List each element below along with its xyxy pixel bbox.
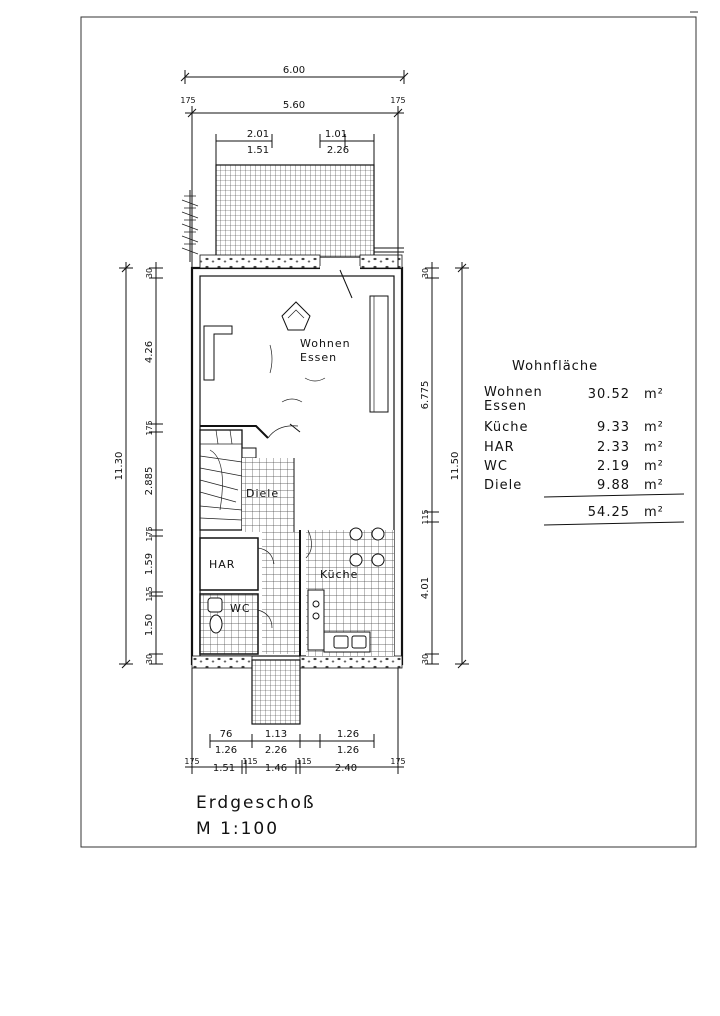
dim-right-wall-top: 30: [421, 267, 430, 279]
dim-right-wall-mid: 115: [421, 509, 430, 525]
area-row-value: 9.33: [597, 420, 630, 435]
dim-left-har: 1.59: [144, 552, 155, 576]
dim-terrace-b-bottom: 2.26: [326, 145, 350, 156]
dim-right-overall: 11.50: [450, 451, 461, 481]
dim-top-wall-left: 175: [180, 96, 196, 105]
dim-terrace-a-bottom: 1.51: [246, 145, 270, 156]
sofa: [204, 326, 232, 380]
area-row-unit: m²: [644, 420, 664, 435]
dim-bottom-r1-c: 1.26: [336, 729, 360, 740]
area-row-name: Wohnen: [484, 385, 543, 400]
dim-bottom-wall-left: 175: [184, 757, 200, 766]
area-table: [484, 359, 684, 525]
area-row-name: Diele: [484, 478, 523, 493]
dim-bottom-r3-b: 1.46: [264, 763, 288, 774]
room-label-wohnen: Wohnen: [300, 337, 351, 350]
dim-bottom-r3-w2: 115: [296, 757, 312, 766]
area-row-name: HAR: [484, 440, 515, 455]
dim-left-wohnen: 4.26: [144, 340, 155, 364]
dim-bottom-r2-c: 1.26: [336, 745, 360, 756]
dim-bottom-r2-b: 2.26: [264, 745, 288, 756]
dim-right-wall-bottom: 30: [421, 653, 430, 665]
area-row-name: WC: [484, 459, 508, 474]
area-row-name-2: Essen: [484, 399, 527, 414]
room-label-har: HAR: [209, 558, 236, 571]
terrace: [216, 165, 374, 257]
area-row-value: 9.88: [597, 478, 630, 493]
dim-left-wall-mid3: 115: [145, 586, 154, 602]
toilet: [210, 615, 222, 633]
dim-bottom-r3-a: 1.51: [212, 763, 236, 774]
area-total-underline: [544, 522, 684, 525]
area-row-value: 30.52: [587, 387, 630, 402]
dim-left-overall: 11.30: [114, 451, 125, 481]
dim-right-wohnen: 6.775: [420, 380, 431, 410]
room-label-diele: Diele: [246, 487, 280, 500]
dim-bottom-wall-right: 175: [390, 757, 406, 766]
area-row-name: Küche: [484, 420, 529, 435]
wall-hatch-top: [200, 255, 320, 268]
dim-top-wall-right: 175: [390, 96, 406, 105]
dim-bottom-r2-a: 1.26: [214, 745, 238, 756]
dim-top-inner: 5.60: [282, 100, 306, 111]
area-row-unit: m²: [644, 459, 664, 474]
staircase: [200, 430, 242, 530]
dim-terrace-a-top: 2.01: [246, 129, 270, 140]
dim-left-wall-bottom: 30: [145, 653, 154, 665]
dim-left-wall-top: 30: [145, 267, 154, 279]
kitchen-counter: [308, 590, 324, 650]
room-label-wc: WC: [230, 602, 251, 615]
wall-cabinet: [370, 296, 388, 412]
fence-symbol: [182, 190, 198, 262]
wall-hatch-bottom: [192, 656, 252, 668]
area-total-unit: m²: [644, 505, 664, 520]
plan-scale: M 1:100: [196, 819, 280, 839]
dim-bottom-r3-c: 2.40: [334, 763, 358, 774]
dim-left-wall-mid: 175: [145, 420, 154, 436]
area-row-value: 2.33: [597, 440, 630, 455]
area-sum-line: [544, 494, 684, 497]
entrance-steps: [252, 660, 300, 724]
armchair: [282, 302, 310, 330]
dim-left-wall-mid2: 175: [145, 526, 154, 542]
area-total-value: 54.25: [587, 505, 630, 520]
diele-corridor: [262, 532, 300, 654]
dim-bottom-r1-a: 76: [219, 729, 233, 740]
area-row-unit: m²: [644, 478, 664, 493]
dim-left-wc: 1.50: [144, 613, 155, 637]
room-label-essen: Essen: [300, 351, 338, 364]
dim-right-kueche: 4.01: [420, 576, 431, 600]
dim-top-overall: 6.00: [282, 65, 306, 76]
dim-terrace-b-top: 1.01: [324, 129, 348, 140]
dim-bottom-r3-w1: 115: [242, 757, 258, 766]
plan-title: Erdgeschoß: [196, 793, 316, 813]
dim-left-diele: 2.885: [144, 466, 155, 496]
dim-bottom-r1-b: 1.13: [264, 729, 288, 740]
area-table-heading: Wohnfläche: [512, 359, 599, 374]
area-row-unit: m²: [644, 387, 664, 402]
room-label-kueche: Küche: [320, 568, 359, 581]
area-row-unit: m²: [644, 440, 664, 455]
area-row-value: 2.19: [597, 459, 630, 474]
